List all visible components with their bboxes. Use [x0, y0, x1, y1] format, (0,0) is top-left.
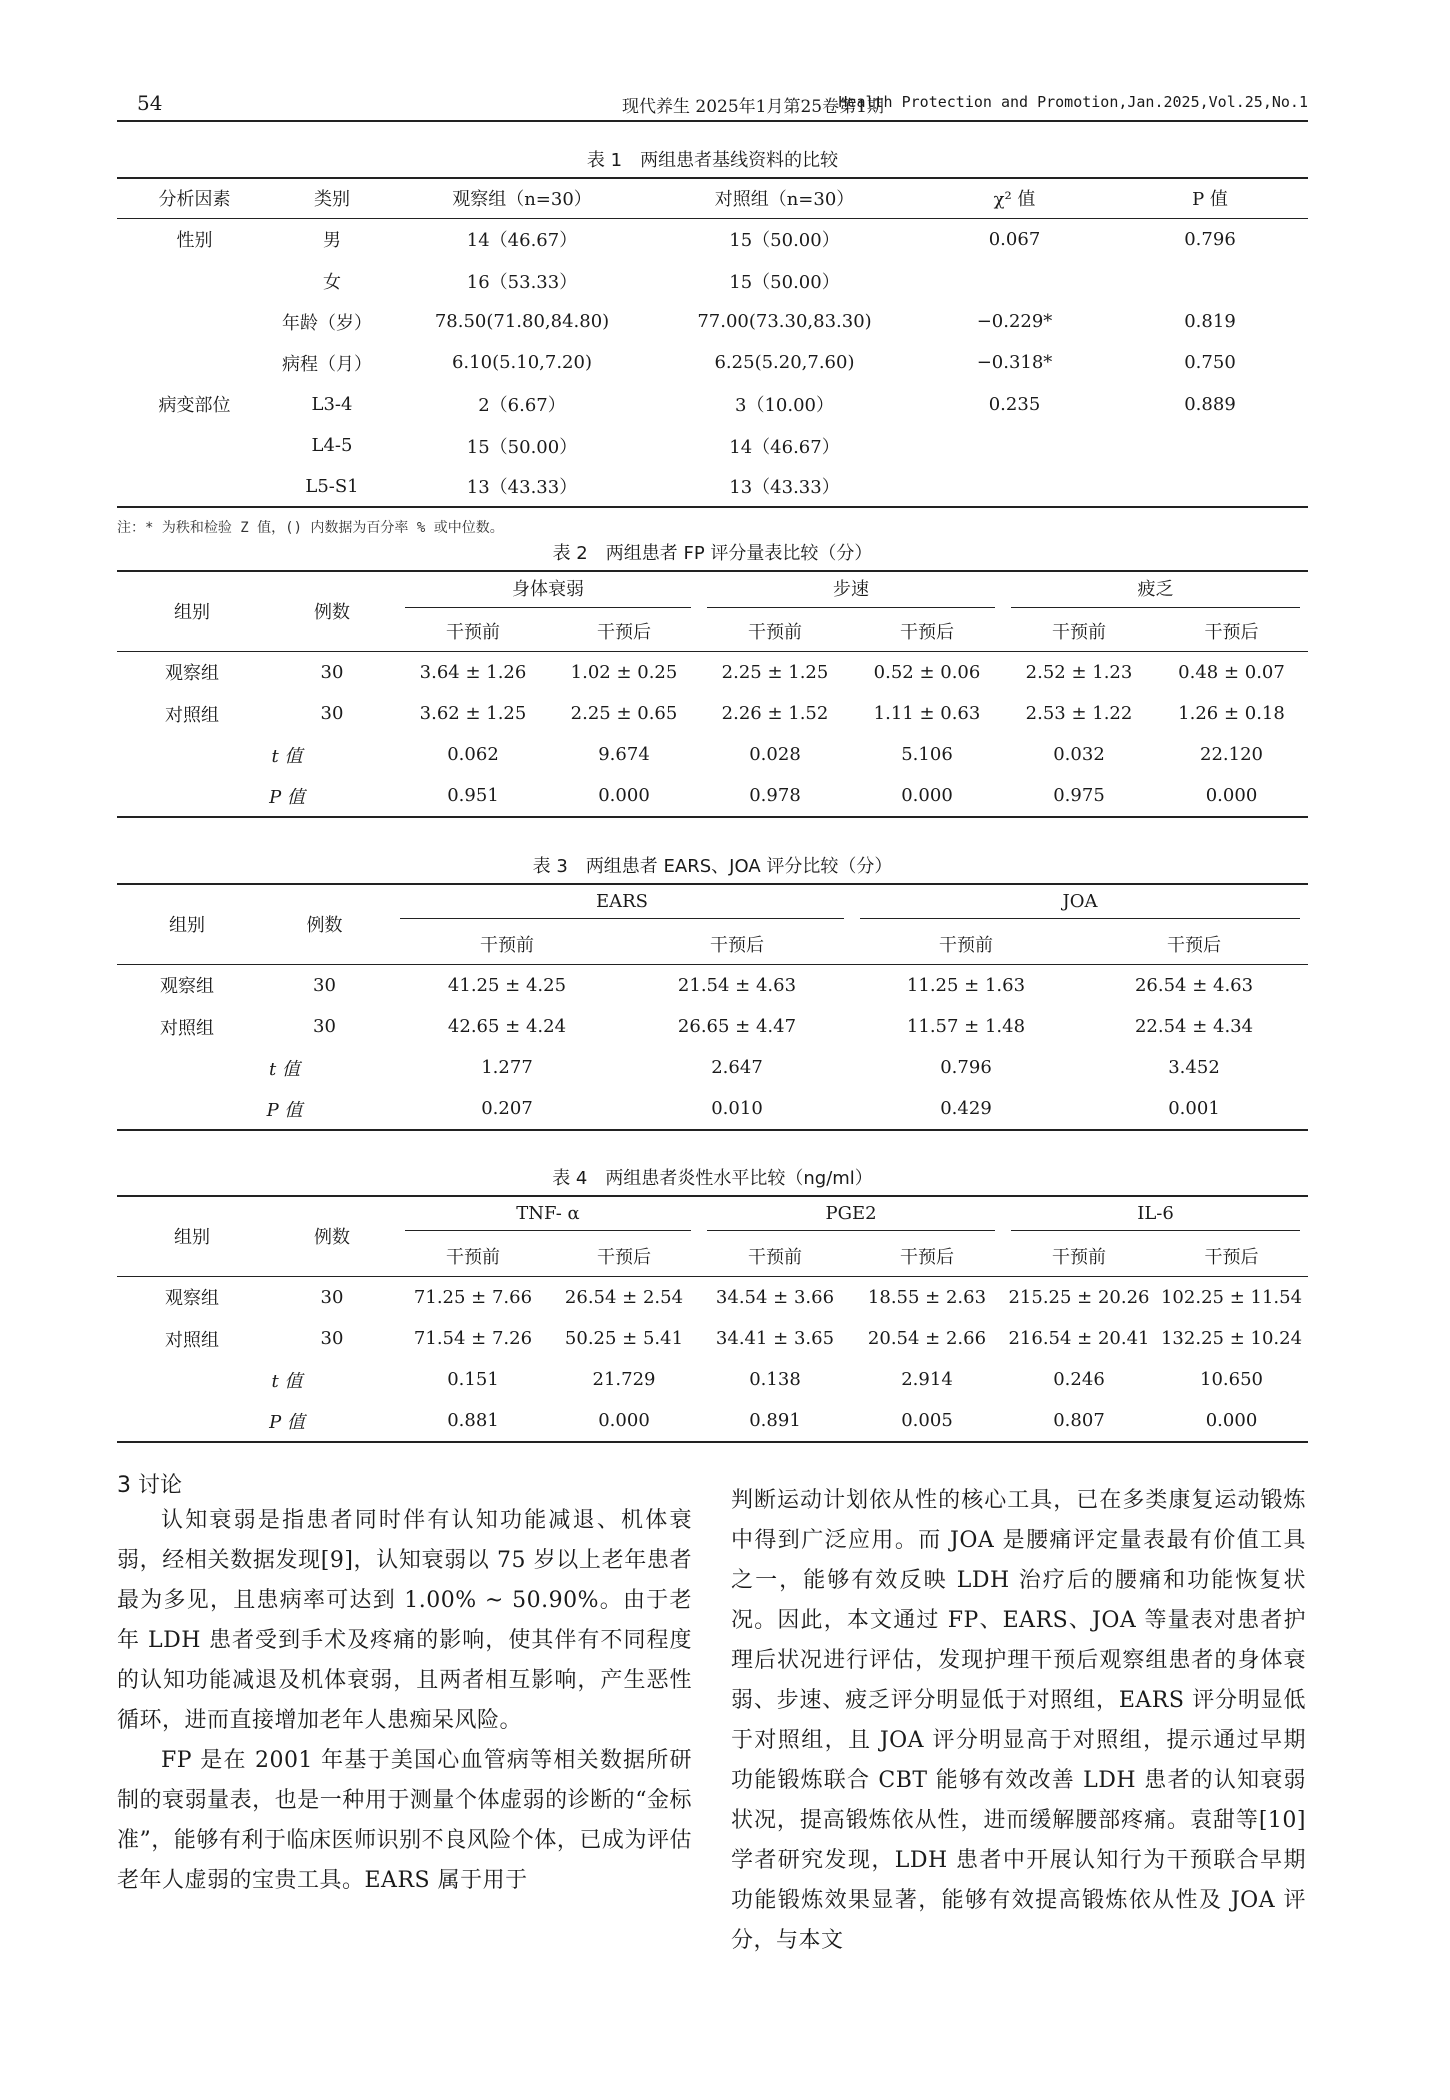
section-heading: 3 讨论 — [117, 1473, 182, 1498]
table1-header-cell: P 值 — [1192, 189, 1228, 211]
cell: 26.54 ± 2.54 — [564, 1286, 684, 1308]
cell: 15（50.00） — [466, 436, 578, 458]
table1-header-cell: 类别 — [314, 189, 350, 211]
cell: 13（43.33） — [466, 477, 578, 498]
cell: 22.54 ± 4.34 — [1134, 1016, 1254, 1037]
group-span-label: 身体衰弱 — [405, 575, 691, 608]
sub-header: 干预后 — [1167, 934, 1221, 956]
cell: 0.819 — [1184, 311, 1236, 332]
cell: 0.000 — [1205, 1410, 1258, 1431]
cell: 6.10(5.10,7.20) — [451, 352, 592, 373]
table1-header-row — [117, 178, 1308, 218]
sub-header: 干预前 — [939, 934, 993, 956]
cell: 3.452 — [1168, 1057, 1220, 1078]
cell: P 值 — [269, 786, 305, 808]
cell: 观察组 — [165, 663, 219, 685]
cell: 0.750 — [1184, 352, 1236, 373]
cell: 26.54 ± 4.63 — [1134, 974, 1254, 996]
cell: 13（43.33） — [729, 477, 840, 498]
cell: 77.00(73.30,83.30) — [697, 311, 872, 332]
cell: t 值 — [271, 745, 303, 767]
cell: 6.25(5.20,7.60) — [714, 352, 855, 373]
table-row — [117, 1088, 1308, 1130]
cell: 0.978 — [749, 785, 801, 806]
cell: L5-S1 — [305, 475, 359, 497]
cell: 102.25 ± 11.54 — [1160, 1286, 1303, 1308]
body-paragraph: 判断运动计划依从性的核心工具，已在多类康复运动锻炼中得到广泛应用。而 JOA 是腰痛评定量表最有价值工具之一，能够有效反映 LDH 治疗后的腰痛和功能恢复状况。因此，本文通过 FP、EARS、JOA 等量表对患者护理后状况进行评估，发现护理干预后观察组患者的身体衰弱、步速、疲乏评分明显低于对照组，EARS 评分明显低于对照组，且 JOA 评分明显高于对照组，提示通过早期功能锻炼联合 CBT 能够有效改善 LDH 患者的认知衰弱状况，提高锻炼依从性，进而缓解腰部疼痛。袁甜等[10]学者研究发现，LDH 患者中开展认知行为干预联合早期功能锻炼效果显著，能够有效提高锻炼依从性及 JOA 评分，与本文 — [731, 1488, 1306, 1953]
sub-header: 干预后 — [900, 1246, 954, 1268]
cell: 16（53.33） — [466, 271, 578, 293]
group-header: 组别 — [117, 884, 257, 964]
cell: 2.25 ± 0.65 — [570, 703, 678, 724]
journal-title-cn: 现代养生 2025年1月第25卷第1期 — [622, 97, 884, 117]
cell: 0.891 — [749, 1410, 801, 1431]
cell: 0.005 — [901, 1410, 953, 1431]
cell: 0.52 ± 0.06 — [873, 661, 981, 683]
body-paragraph: 认知衰弱是指患者同时伴有认知功能减退、机体衰弱，经相关数据发现[9]，认知衰弱以 75 岁以上老年患者最为多见，且患病率可达到 1.00% ~ 50.90%。由于老年 LDH 患者受到手术及疼痛的影响，使其伴有不同程度的认知功能减退及机体衰弱，且两者相互影响，产生恶性循环，进而直接增加老年人患痴呆风险。 — [117, 1508, 692, 1733]
cell: 10.650 — [1200, 1369, 1263, 1390]
cell: 2.53 ± 1.22 — [1025, 703, 1133, 724]
table1-note: 注：* 为秩和检验 Z 值，() 内数据为百分率 % 或中位数。 — [117, 520, 504, 536]
table-row — [117, 218, 1308, 260]
cell: 71.25 ± 7.66 — [413, 1286, 533, 1308]
cell: 30 — [313, 974, 336, 996]
cell: 观察组 — [165, 1288, 219, 1310]
cell — [117, 425, 272, 466]
sub-header: 干预前 — [748, 1246, 802, 1268]
cell: 2.914 — [901, 1369, 953, 1390]
cell: 2.52 ± 1.23 — [1025, 661, 1133, 683]
cell: 22.120 — [1200, 744, 1263, 765]
table1-title: 两组患者基线资料的比较 — [640, 150, 839, 171]
journal-title-en: Health Protection and Promotion,Jan.2025,Vol.25,No.1 — [838, 93, 1308, 111]
sub-header: 干预后 — [597, 621, 651, 643]
sub-header: 干预前 — [748, 621, 802, 643]
table2-header-row — [117, 571, 1308, 611]
cell: 78.50(71.80,84.80) — [434, 311, 610, 332]
running-header — [117, 88, 1308, 122]
cell: 0.000 — [1205, 785, 1258, 806]
cell: 3.62 ± 1.25 — [419, 703, 527, 724]
group-span-label: EARS — [400, 891, 844, 919]
cell: 0.000 — [901, 785, 953, 806]
table-row — [117, 651, 1308, 693]
cell: 14（46.67） — [729, 436, 840, 458]
page-number: 54 — [137, 91, 163, 115]
group-span-label: 疲乏 — [1011, 575, 1300, 608]
table-row — [117, 775, 1308, 817]
sub-header: 干预前 — [1052, 621, 1106, 643]
cell: t 值 — [269, 1058, 300, 1080]
cell: 21.54 ± 4.63 — [677, 974, 797, 996]
table4-header-row — [117, 1196, 1308, 1236]
cell: 1.26 ± 0.18 — [1178, 703, 1285, 724]
cell: 3（10.00） — [735, 395, 834, 416]
sub-header: 干预后 — [1204, 1246, 1259, 1268]
table-row — [117, 734, 1308, 775]
count-header: 例数 — [267, 1196, 397, 1276]
cell: 2.26 ± 1.52 — [721, 703, 829, 724]
cell: 1.277 — [481, 1057, 533, 1078]
cell: 26.65 ± 4.47 — [677, 1016, 797, 1037]
group-span-header — [392, 884, 852, 924]
sub-header: 干预后 — [1204, 621, 1259, 643]
group-span-header — [699, 571, 1003, 611]
cell: 对照组 — [165, 704, 219, 726]
table-row — [117, 1318, 1308, 1359]
table3-caption — [117, 852, 1308, 878]
sub-header: 干预前 — [446, 621, 500, 643]
cell: 11.25 ± 1.63 — [906, 974, 1026, 996]
cell: P 值 — [269, 1411, 305, 1433]
sub-header: 干预前 — [480, 934, 534, 956]
table1-number: 表 1 — [586, 150, 623, 171]
table-row — [117, 1276, 1308, 1318]
cell: L4-5 — [311, 435, 353, 456]
cell: 30 — [320, 703, 344, 724]
cell — [117, 260, 272, 301]
cell: 0.067 — [988, 228, 1041, 250]
cell: −0.229* — [976, 311, 1053, 332]
cell: 14（46.67） — [466, 230, 578, 252]
cell: 20.54 ± 2.66 — [867, 1328, 987, 1349]
cell: L3-4 — [311, 393, 353, 415]
cell — [917, 466, 1112, 507]
table3-number: 表 3 — [532, 856, 568, 877]
table1-header-cell: 分析因素 — [158, 189, 231, 211]
cell: 观察组 — [160, 976, 214, 998]
group-span-header — [699, 1196, 1003, 1236]
table-row — [117, 466, 1308, 507]
table-row — [117, 1359, 1308, 1400]
table3-title: 两组患者 EARS、JOA 评分比较（分） — [585, 856, 893, 877]
table3 — [117, 883, 1308, 1131]
cell: 0.246 — [1053, 1369, 1105, 1390]
cell — [1112, 425, 1308, 466]
cell: 216.54 ± 20.41 — [1008, 1328, 1150, 1349]
cell: 0.028 — [749, 744, 801, 765]
table-row — [117, 342, 1308, 383]
cell: 0.010 — [711, 1098, 763, 1119]
table1 — [117, 177, 1308, 508]
cell: 0.000 — [598, 785, 650, 806]
cell — [117, 466, 272, 507]
cell: 0.032 — [1053, 744, 1105, 765]
cell: 42.65 ± 4.24 — [447, 1016, 567, 1037]
cell: 2.647 — [711, 1057, 763, 1078]
sub-header: 干预前 — [1052, 1246, 1106, 1268]
cell: 女 — [323, 271, 341, 293]
table3-header-row — [117, 884, 1308, 924]
cell: 对照组 — [165, 1329, 219, 1351]
cell: 132.25 ± 10.24 — [1160, 1328, 1303, 1349]
cell: 0.48 ± 0.07 — [1178, 661, 1285, 683]
group-span-label: 步速 — [707, 575, 995, 608]
cell: 0.235 — [988, 393, 1041, 415]
cell — [917, 425, 1112, 466]
cell: 0.881 — [447, 1410, 499, 1431]
cell: 21.729 — [592, 1369, 656, 1390]
group-header: 组别 — [117, 571, 267, 651]
cell — [1112, 466, 1308, 507]
table2-title: 两组患者 FP 评分量表比较（分） — [605, 543, 873, 564]
group-span-header — [1003, 571, 1308, 611]
group-span-label: IL-6 — [1011, 1203, 1300, 1231]
table4-caption — [117, 1164, 1308, 1190]
sub-header: 干预后 — [710, 934, 764, 956]
table2 — [117, 570, 1308, 818]
table-row — [117, 964, 1308, 1006]
cell: 0.796 — [940, 1057, 992, 1078]
sub-header: 干预后 — [900, 621, 954, 643]
cell: 2（6.67） — [478, 395, 566, 416]
table4 — [117, 1195, 1308, 1443]
cell: 0.138 — [749, 1369, 801, 1390]
cell: P 值 — [266, 1099, 303, 1121]
group-span-label: PGE2 — [707, 1203, 995, 1231]
sub-header: 干预后 — [597, 1246, 651, 1268]
cell: 15（50.00） — [729, 230, 840, 252]
cell: 年龄（岁） — [282, 312, 372, 334]
table1-caption — [117, 146, 1308, 172]
table2-number: 表 2 — [552, 543, 588, 564]
cell: 15（50.00） — [729, 271, 840, 293]
cell: 41.25 ± 4.25 — [447, 974, 567, 996]
cell: 3.64 ± 1.26 — [419, 661, 527, 683]
cell: 215.25 ± 20.26 — [1008, 1286, 1150, 1308]
table-row — [117, 1400, 1308, 1442]
cell: 71.54 ± 7.26 — [413, 1328, 533, 1349]
count-header: 例数 — [267, 571, 397, 651]
cell: 0.975 — [1053, 785, 1105, 806]
table-row — [117, 425, 1308, 466]
cell: 0.429 — [940, 1098, 992, 1119]
table1-header-cell: χ² 值 — [993, 189, 1036, 211]
cell: 30 — [320, 1328, 344, 1349]
cell: 病变部位 — [158, 395, 231, 416]
cell: 对照组 — [160, 1017, 214, 1039]
cell — [917, 260, 1112, 301]
table-row — [117, 693, 1308, 734]
body-column-right — [731, 1481, 1306, 1961]
cell: 0.207 — [481, 1098, 533, 1119]
cell: t 值 — [271, 1370, 303, 1392]
cell: 0.000 — [598, 1410, 650, 1431]
group-span-header — [397, 571, 699, 611]
cell: 30 — [320, 661, 344, 683]
cell: 5.106 — [901, 744, 953, 765]
table-row — [117, 1047, 1308, 1088]
cell: 0.001 — [1168, 1098, 1220, 1119]
table-row — [117, 1006, 1308, 1047]
table4-title: 两组患者炎性水平比较（ng/ml） — [605, 1168, 873, 1189]
table-row — [117, 383, 1308, 425]
table1-header-cell: 对照组（n=30） — [714, 189, 855, 211]
group-span-label: JOA — [860, 891, 1300, 919]
cell: 0.951 — [447, 785, 499, 806]
cell: 0.062 — [447, 744, 499, 765]
cell: 11.57 ± 1.48 — [906, 1016, 1026, 1037]
table1-header-cell: 观察组（n=30） — [452, 189, 592, 211]
cell: 50.25 ± 5.41 — [564, 1328, 684, 1349]
group-span-label: TNF- α — [405, 1203, 691, 1231]
cell — [1112, 260, 1308, 301]
cell: 0.796 — [1184, 228, 1236, 250]
cell: 34.41 ± 3.65 — [715, 1328, 835, 1349]
cell: 性别 — [176, 230, 213, 252]
body-paragraph: FP 是在 2001 年基于美国心血管病等相关数据所研制的衰弱量表，也是一种用于测量个体虚弱的诊断的“金标准”，能够有利于临床医师识别不良风险个体，已成为评估老年人虚弱的宝贵工具。EARS 属于用于 — [117, 1748, 692, 1893]
cell: 男 — [323, 230, 341, 252]
count-header: 例数 — [257, 884, 392, 964]
cell: 病程（月） — [282, 353, 372, 375]
cell: 0.889 — [1184, 393, 1236, 415]
group-span-header — [1003, 1196, 1308, 1236]
cell: 1.02 ± 0.25 — [570, 661, 678, 683]
cell: 1.11 ± 0.63 — [873, 703, 981, 724]
table-row — [117, 260, 1308, 301]
group-span-header — [852, 884, 1308, 924]
cell: 0.151 — [447, 1369, 499, 1390]
sub-header: 干预前 — [446, 1246, 500, 1268]
cell: 30 — [320, 1286, 344, 1308]
group-span-header — [397, 1196, 699, 1236]
table2-caption — [117, 539, 1308, 565]
cell: 2.25 ± 1.25 — [721, 661, 829, 683]
cell: −0.318* — [976, 352, 1053, 373]
table4-number: 表 4 — [552, 1168, 588, 1189]
cell: 18.55 ± 2.63 — [867, 1286, 987, 1308]
group-header: 组别 — [117, 1196, 267, 1276]
cell: 0.807 — [1053, 1410, 1105, 1431]
cell: 34.54 ± 3.66 — [715, 1286, 835, 1308]
cell: 9.674 — [598, 744, 650, 765]
table-row — [117, 301, 1308, 342]
body-column-left — [117, 1501, 692, 1901]
cell: 30 — [313, 1016, 336, 1037]
